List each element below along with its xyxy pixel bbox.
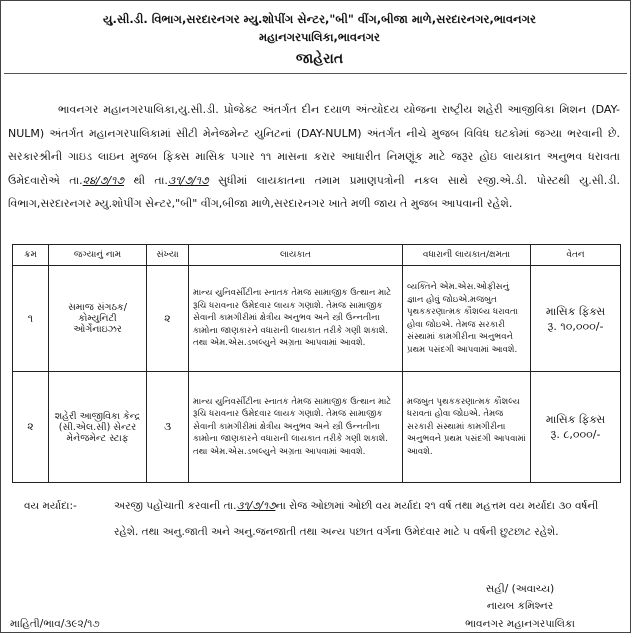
start-date: ૨૪/૭/૧૭	[82, 173, 125, 187]
intro-text-2: થી તા.	[124, 173, 168, 187]
salary-label: માસિક ફિક્સ	[545, 304, 606, 318]
header-additional: વધારાની લાયકાત/ક્ષમતા	[403, 245, 531, 266]
signature-line: સહી/ (અવાચ્ય)	[485, 583, 555, 595]
end-date: ૩૧/૭/૧૭	[167, 173, 209, 187]
row-additional: વ્યક્તિને એમ.એસ.ઓફીસનું જ્ઞાન હોવું જોઇએ.મજબુત પૃથકકરણાત્મક કૌશલ્ય ધરાવતા હોવા જોઇએ. તેમજ સરકારી સંસ્થામાં કામગીરીના અનુભવને પ્રથમ પસંદગી આપવામાં આવશે.	[403, 266, 531, 372]
salary-amount: રૂ. ૮,૦૦૦/-	[550, 428, 601, 441]
signatory-title: નાયબ કમિશ્નર	[486, 600, 554, 612]
row-qualification: માન્ય યુનિવર્સીટીના સ્નાતક તેમજ સામાજીક ઉત્થાન માટે રૂચિ ધરાવનાર ઉમેદવાર લાયક ગણાશે. તેમજ સામાજીક સેવાની કામગીરીમાં ક્ષેત્રીય અનુભવ અને સ્ત્રી ઉન્નતીના કામોના જાણકારને વધારાની લાયકાત તરીકે ગણી શકાશે. તથા એમ.એસ.ડબલ્યુને અગ્રતા આપવામાં આવશે.	[189, 266, 403, 372]
table-row	[13, 372, 621, 483]
age-text-2: ના રોજ ઓછામાં ઓછી વય મર્યાદા ૨૧ વર્ષ તથા મહત્તમ વય મર્યાદા ૩૦ વર્ષની	[275, 500, 599, 512]
intro-paragraph	[8, 98, 620, 216]
title-divider	[4, 73, 627, 74]
intro-text-1: ભાવનગર મહાનગરપાલિકા,યુ.સી.ડી. પ્રોજેક્ટ અંતર્ગત દીન દયાળ અંત્યોદય યોજના રાષ્ટ્રીય શહેરી આજીવિકા મિશન (DAY-NULM) અંતર્ગત મહાનગરપાલિકામાં સીટી મેનેજમેન્ટ યુનિટનાં (DAY-NULM) અંતર્ગત નીચે મુજબ વિવિધ ઘટકોમાં જગ્યા ભરવાની છે. સરકારશ્રીની ગાઇડ લાઇન મુજબ ફિક્સ માસિક પગાર ૧૧ માસના કરાર આધારીત નિમણૂંક માટે જરૂર હોઇ લાયકાત અનુભવ ધરાવતા ઉમેદવારોએ તા.	[8, 103, 620, 187]
header-count: સંખ્યા	[147, 245, 189, 266]
signatory-office: ભાવનગર મહાનગરપાલિકા	[465, 618, 575, 630]
row-sr: ૧	[13, 266, 49, 372]
row-qualification: માન્ય યુનિવર્સીટીના સ્નાતક તેમજ સામાજીક ઉત્થાન માટે રૂચિ ધરાવનાર ઉમેદવાર લાયક ગણાશે. તેમજ સામાજીક સેવાની કામગીરીમાં ક્ષેત્રીય અનુભવ અને સ્ત્રી ઉન્નતીના કામોના જાણકારને વધારાની લાયકાત તરીકે ગણી શકાશે. તથા એમ.એસ.ડબલ્યુને અગ્રતા આપવામાં આવશે.	[189, 372, 403, 483]
table-header-row	[13, 245, 621, 266]
age-text-line2: રહેશે. તથા અનુ.જાતી અને અનુ.જનજાતી તથા અન્ય પછાત વર્ગના ઉમેદવાર માટે ૫ વર્ષની છુટછાટ રહેશે.	[114, 526, 559, 538]
age-limit-paragraph	[24, 493, 620, 545]
header-sr: ક્રમ	[13, 245, 49, 266]
row-sr: ૨	[13, 372, 49, 483]
row-post: સમાજ સંગઠક/ કોમ્યુનિટી ઓર્ગેનાઇઝર	[49, 266, 147, 372]
age-text-1: અરજી પહોંચાતી કરવાની તા.	[114, 500, 237, 512]
salary-amount: રૂ. ૧૦,૦૦૦/-	[547, 319, 604, 333]
row-salary	[531, 266, 621, 372]
age-date: ૩૧/૭/૧૭	[236, 500, 276, 512]
row-count: ૨	[147, 266, 189, 372]
row-post: શહેરી આજીવિકા કેન્દ્ર (સી.એલ.સી) સેન્ટર મેનેજમેન્ટ સ્ટાફ	[49, 372, 147, 483]
header-salary: વેતન	[531, 245, 621, 266]
row-salary	[531, 372, 621, 483]
age-limit-label: વય મર્યાદા:-	[24, 500, 77, 512]
salary-label: માસિક ફિક્સ	[545, 413, 606, 426]
row-count: ૩	[147, 372, 189, 483]
reference-number: માહિતી/ભાવ/૩૯૨/૧૭	[10, 618, 100, 630]
corporation-name: મહાનગરપાલિકા,ભાવનગર	[259, 30, 380, 44]
table-row	[13, 266, 621, 372]
notice-title: જાહેરાત	[295, 51, 344, 67]
office-address: યુ.સી.ડી. વિભાગ,સરદારનગર મ્યુ.શોપીંગ સેન્ટર,"બી" વીંગ,બીજા માળે,સરદારનગર,ભાવનગર	[103, 12, 536, 26]
row-additional: મજબુત પૃથકકરણાત્મક કૌશલ્ય ધરાવતા હોવા જોઇએ. તેમજ સરકારી સંસ્થામાં કામગીરીના અનુભવને પ્રથમ પસંદગી આપવામાં આવશે.	[403, 372, 531, 483]
vacancy-table	[12, 244, 621, 483]
header-qualification: લાયકાત	[189, 245, 403, 266]
header-post: જગ્યાનું નામ	[49, 245, 147, 266]
intro-text-3: સુધીમાં લાયકાતના તમામ પ્રમાણપત્રોની નકલ સાથે રજી.એ.ડી. પોસ્ટથી યુ.સી.ડી. વિભાગ,સરદારનગર મ્યુ.શોપીંગ સેન્ટર,"બી" વીંગ,બીજા માળે,સરદારનગર ખાતે મળી જાય તે મુજબ આપવાની રહેશે.	[8, 173, 620, 210]
